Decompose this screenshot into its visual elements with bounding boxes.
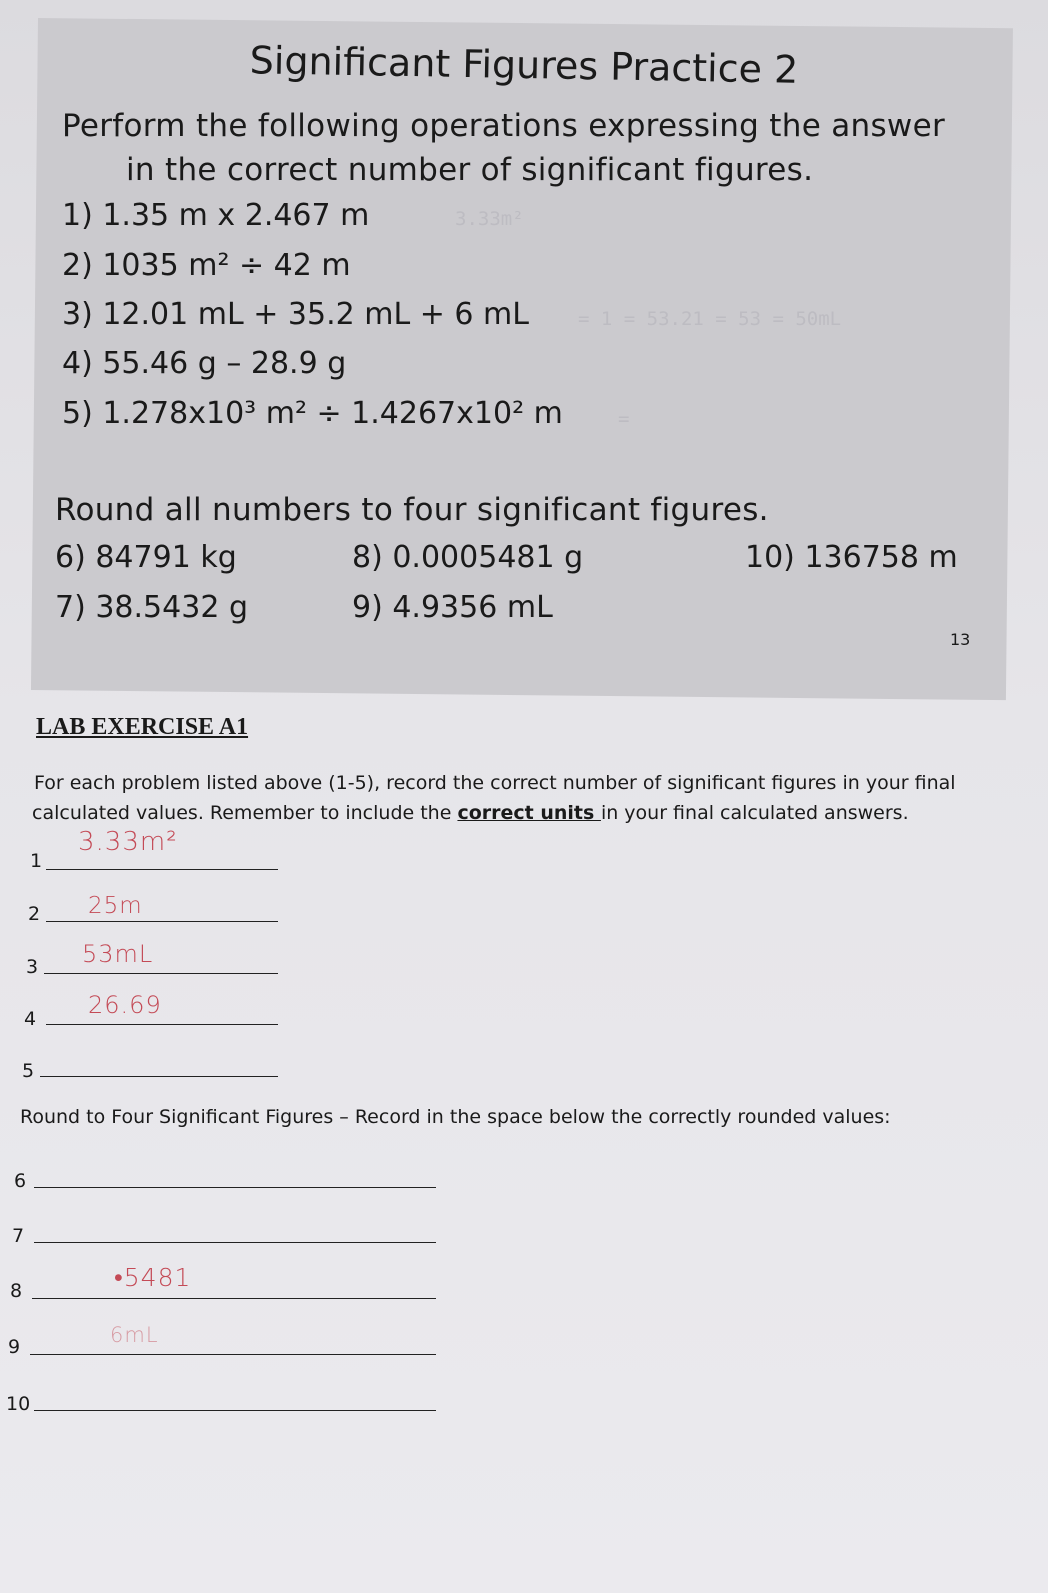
problem-number: 2) xyxy=(62,248,93,283)
round-text: 84791 kg xyxy=(95,540,237,575)
lab-text-line-1: For each problem listed above (1-5), record the correct number of significant figures in your final xyxy=(34,772,956,794)
answer-number: 8 xyxy=(10,1280,23,1302)
round-number: 10) xyxy=(745,540,795,575)
problem-text: 1035 m² ÷ 42 m xyxy=(102,248,351,283)
round-text: 4.9356 mL xyxy=(392,590,553,625)
problem-number: 5) xyxy=(62,396,93,431)
round-text: 136758 m xyxy=(804,540,958,575)
answer-number: 10 xyxy=(6,1393,31,1415)
page-number: 13 xyxy=(950,630,971,649)
round-item-6 xyxy=(55,540,237,575)
problem-text: 1.278x10³ m² ÷ 1.4267x10² m xyxy=(102,396,563,431)
problem-2 xyxy=(62,248,351,283)
round-number: 6) xyxy=(55,540,86,575)
problem-number: 1) xyxy=(62,198,93,233)
instructions-line-2: in the correct number of significant figures. xyxy=(126,152,814,188)
problem-3 xyxy=(62,297,529,332)
lab-title: LAB EXERCISE A1 xyxy=(36,714,249,740)
answer-line[interactable] xyxy=(44,973,278,974)
answer-number: 2 xyxy=(28,903,41,925)
problem-text: 1.35 m x 2.467 m xyxy=(102,198,370,233)
answer-number: 9 xyxy=(8,1336,21,1358)
problem-1 xyxy=(62,198,369,233)
problem-4 xyxy=(62,346,346,381)
instructions-line-1: Perform the following operations expressing the answer xyxy=(62,108,946,144)
problem-text: 55.46 g – 28.9 g xyxy=(102,346,347,381)
round-item-7 xyxy=(55,590,248,625)
answer-number: 6 xyxy=(14,1170,27,1192)
handwritten-answer-4: 26.69 xyxy=(88,991,162,1019)
answer-number: 4 xyxy=(24,1008,37,1030)
handwritten-answer-8: •5481 xyxy=(114,1263,192,1292)
answer-number: 5 xyxy=(22,1060,35,1082)
problem-number: 4) xyxy=(62,346,93,381)
round-item-9 xyxy=(352,590,553,625)
answer-number: 3 xyxy=(26,956,39,978)
pencil-note-3: = 1 = 53.21 = 53 = 50mL xyxy=(578,308,842,330)
round-text: 0.0005481 g xyxy=(392,540,584,575)
handwritten-answer-3: 53mL xyxy=(82,940,154,968)
round-item-8 xyxy=(352,540,583,575)
round-text: 38.5432 g xyxy=(95,590,248,625)
lab-text-after: in your final calculated answers. xyxy=(600,802,909,824)
handwritten-answer-2: 25m xyxy=(88,893,143,919)
problem-number: 3) xyxy=(62,297,93,332)
answer-line[interactable] xyxy=(40,1076,278,1077)
lab-text-line-2 xyxy=(32,802,909,824)
problem-5 xyxy=(62,396,563,431)
pencil-note-1: 3.33m² xyxy=(455,208,524,230)
answer-line[interactable] xyxy=(46,869,278,870)
round-record-heading: Round to Four Significant Figures – Record in the space below the correctly rounded values: xyxy=(20,1106,891,1128)
problem-text: 12.01 mL + 35.2 mL + 6 mL xyxy=(102,297,529,332)
answer-line[interactable] xyxy=(32,1298,436,1299)
answer-number: 7 xyxy=(12,1225,25,1247)
answer-line[interactable] xyxy=(34,1242,436,1243)
answer-line[interactable] xyxy=(46,921,278,922)
handwritten-answer-9: 6mL xyxy=(110,1323,159,1347)
answer-line[interactable] xyxy=(34,1187,436,1188)
page-title: Significant Figures Practice 2 xyxy=(249,38,799,92)
pencil-note-5: = xyxy=(618,408,630,430)
correct-units-emphasis: correct units xyxy=(457,802,601,824)
answer-number: 1 xyxy=(30,850,43,872)
round-number: 7) xyxy=(55,590,86,625)
round-heading: Round all numbers to four significant figures. xyxy=(55,492,769,528)
answer-line[interactable] xyxy=(34,1410,436,1411)
lab-text-before: calculated values. Remember to include the xyxy=(32,802,458,824)
round-item-10 xyxy=(745,540,958,575)
round-number: 9) xyxy=(352,590,383,625)
round-number: 8) xyxy=(352,540,383,575)
answer-line[interactable] xyxy=(46,1024,278,1025)
answer-line[interactable] xyxy=(30,1354,436,1355)
handwritten-answer-1: 3.33m² xyxy=(78,827,178,857)
